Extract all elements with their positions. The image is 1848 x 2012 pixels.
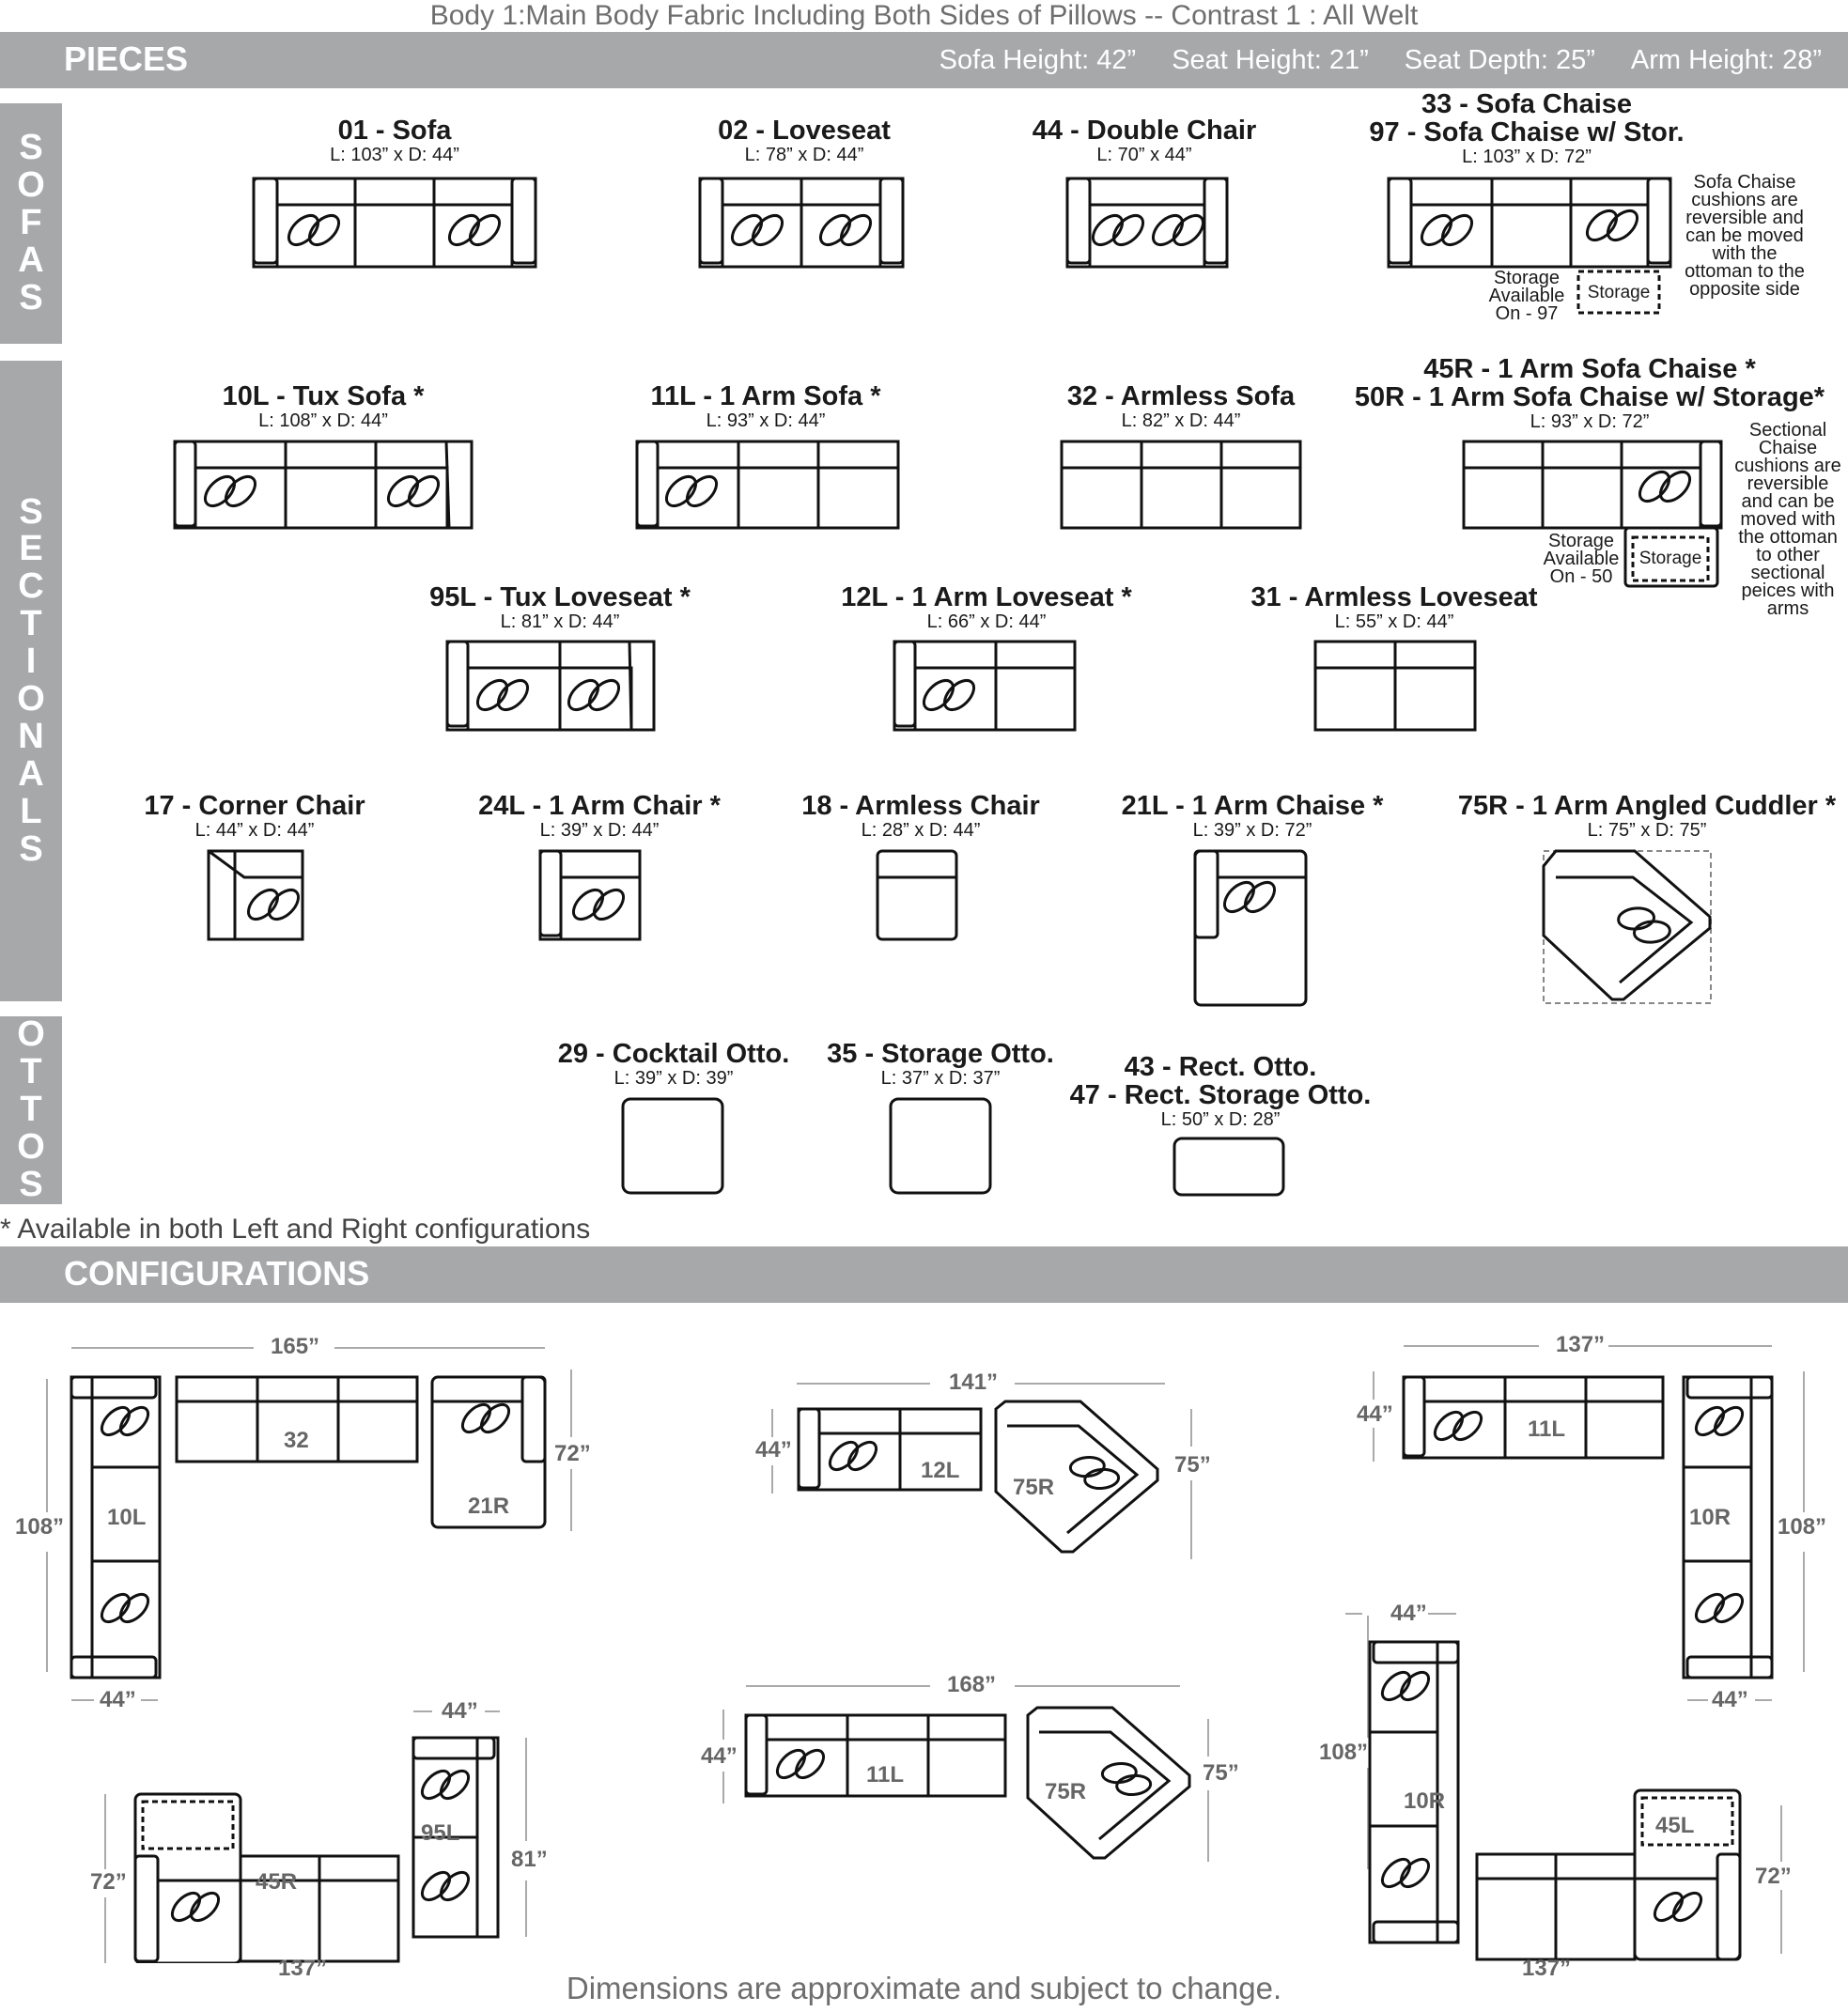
storage-label-50: Storage [1638, 549, 1702, 568]
piece-cocktail-otto: 29 - Cocktail Otto. L: 39” x D: 39” [557, 1039, 790, 1089]
c4-label-95l: 95L [421, 1820, 460, 1846]
c6-depth-top: 44” [1390, 1601, 1427, 1626]
ottos-side-label: O T T O S [0, 1016, 62, 1204]
storage-label-97: Storage [1587, 283, 1651, 302]
armless-loveseat-diagram [1315, 642, 1475, 730]
c5-label-11l: 11L [866, 1762, 905, 1788]
c6-label-10r: 10R [1404, 1788, 1446, 1814]
piece-angled-cuddler: 75R - 1 Arm Angled Cuddler * L: 75” x D: 75” [1457, 791, 1837, 841]
piece-tux-loveseat: 95L - Tux Loveseat * L: 81” x D: 44” [429, 582, 691, 632]
piece-1-arm-chaise: 21L - 1 Arm Chaise * L: 39” x D: 72” [1121, 791, 1384, 841]
1-arm-chaise-diagram [1195, 851, 1306, 1005]
c2-label-12l: 12L [921, 1458, 960, 1483]
configurations-title: CONFIGURATIONS [64, 1254, 370, 1292]
c4-width: 137” [278, 1956, 328, 1981]
1-arm-chair-diagram [540, 851, 640, 939]
dimensions-disclaimer: Dimensions are approximate and subject to change. [566, 1971, 1282, 2005]
c3-width: 137” [1556, 1332, 1606, 1357]
c3-label-11l: 11L [1528, 1416, 1566, 1442]
c1-width: 165” [271, 1334, 320, 1359]
c3-depth-right: 44” [1712, 1687, 1748, 1712]
configurations-bar [0, 1246, 1848, 1303]
corner-chair-diagram [209, 851, 303, 939]
spec-arm-height: Arm Height: 28” [1630, 45, 1822, 75]
sofa-diagram [254, 178, 536, 267]
piece-1-arm-sofa: 11L - 1 Arm Sofa * L: 93” x D: 44” [650, 381, 881, 431]
piece-sofa: 01 - Sofa L: 103” x D: 44” [330, 116, 459, 165]
rect-otto-diagram [1174, 1138, 1283, 1195]
c2-cuddler: 75” [1174, 1452, 1211, 1478]
c5-width: 168” [947, 1672, 997, 1697]
piece-armless-loveseat: 31 - Armless Loveseat L: 55” x D: 44” [1250, 582, 1538, 632]
c1-height: 108” [15, 1514, 65, 1540]
angled-cuddler-diagram [1544, 851, 1711, 1003]
c5-cuddler: 75” [1203, 1760, 1239, 1786]
c4-height: 81” [511, 1847, 548, 1872]
fabric-note: Body 1:Main Body Fabric Including Both Sides of Pillows -- Contrast 1 : All Welt [429, 0, 1419, 31]
c1-label-21r: 21R [468, 1494, 510, 1519]
piece-1-arm-sofa-chaise: 45R - 1 Arm Sofa Chaise * 50R - 1 Arm Sofa Chaise w/ Storage* L: 93” x D: 72” [1354, 354, 1825, 432]
configuration-labels [0, 1306, 1848, 1981]
piece-storage-otto: 35 - Storage Otto. L: 37” x D: 37” [827, 1039, 1054, 1089]
pieces-title: PIECES [64, 39, 189, 78]
c2-depth: 44” [755, 1437, 792, 1463]
loveseat-diagram [700, 178, 903, 267]
c5-label-75r: 75R [1045, 1779, 1087, 1804]
c2-label-75r: 75R [1013, 1475, 1055, 1500]
c4-chaise: 72” [90, 1869, 127, 1895]
cocktail-otto-diagram [623, 1099, 722, 1193]
sectionals-side-label: S E C T I O N A L S [0, 361, 62, 1001]
c1-label-32: 32 [284, 1428, 309, 1453]
c4-label-45r: 45R [256, 1869, 298, 1895]
sofa-chaise-note: Sofa Chaise cushions are reversible and can be moved with the ottoman to the opposite side [1685, 172, 1805, 300]
c2-width: 141” [949, 1370, 999, 1395]
sectional-chaise-note: Sectional Chaise cushions are reversible and can be moved with the ottoman to other sectional peices with arms [1734, 420, 1841, 619]
storage-note-50: Storage Available On - 50 [1543, 531, 1620, 587]
spec-seat-depth: Seat Depth: 25” [1404, 45, 1595, 75]
c5-depth: 44” [701, 1743, 738, 1769]
piece-loveseat: 02 - Loveseat L: 78” x D: 44” [718, 116, 891, 165]
c4-depth-top: 44” [442, 1698, 478, 1724]
tux-sofa-diagram [175, 441, 472, 528]
sofas-side-label: S O F A S [0, 103, 62, 344]
piece-armless-sofa: 32 - Armless Sofa L: 82” x D: 44” [1066, 381, 1296, 431]
c1-label-10l: 10L [107, 1505, 147, 1530]
1-arm-sofa-diagram [637, 441, 898, 528]
c6-width: 137” [1522, 1956, 1572, 1981]
availability-footnote: * Available in both Left and Right configurations [0, 1214, 591, 1245]
armless-chair-diagram [877, 851, 956, 939]
double-chair-diagram [1067, 178, 1227, 267]
c6-height: 108” [1319, 1740, 1369, 1765]
tux-loveseat-diagram [447, 642, 654, 730]
piece-1-arm-chair: 24L - 1 Arm Chair * L: 39” x D: 44” [478, 791, 721, 841]
piece-armless-chair: 18 - Armless Chair L: 28” x D: 44” [801, 791, 1040, 841]
1-arm-loveseat-diagram [894, 642, 1075, 730]
armless-sofa-diagram [1062, 441, 1300, 528]
c1-depth: 44” [100, 1687, 136, 1712]
piece-tux-sofa: 10L - Tux Sofa * L: 108” x D: 44” [222, 381, 425, 431]
piece-double-chair: 44 - Double Chair L: 70” x 44” [1032, 116, 1257, 165]
piece-corner-chair: 17 - Corner Chair L: 44” x D: 44” [144, 791, 365, 841]
spec-seat-height: Seat Height: 21” [1172, 45, 1369, 75]
c6-label-45l: 45L [1655, 1813, 1695, 1838]
c6-chaise: 72” [1755, 1864, 1792, 1889]
c1-chaise: 72” [554, 1441, 591, 1466]
c3-label-10r: 10R [1689, 1505, 1732, 1530]
piece-rect-otto: 43 - Rect. Otto. 47 - Rect. Storage Otto. L: 50” x D: 28” [1069, 1052, 1372, 1130]
c3-height: 108” [1778, 1514, 1827, 1540]
piece-1-arm-loveseat: 12L - 1 Arm Loveseat * L: 66” x D: 44” [841, 582, 1132, 632]
storage-otto-diagram [891, 1099, 990, 1193]
spec-sofa-height: Sofa Height: 42” [939, 45, 1137, 75]
c3-depth: 44” [1357, 1401, 1393, 1427]
piece-sofa-chaise: 33 - Sofa Chaise 97 - Sofa Chaise w/ Stor. L: 103” x D: 72” [1369, 89, 1685, 167]
storage-note-97: Storage Available On - 97 [1488, 268, 1565, 324]
